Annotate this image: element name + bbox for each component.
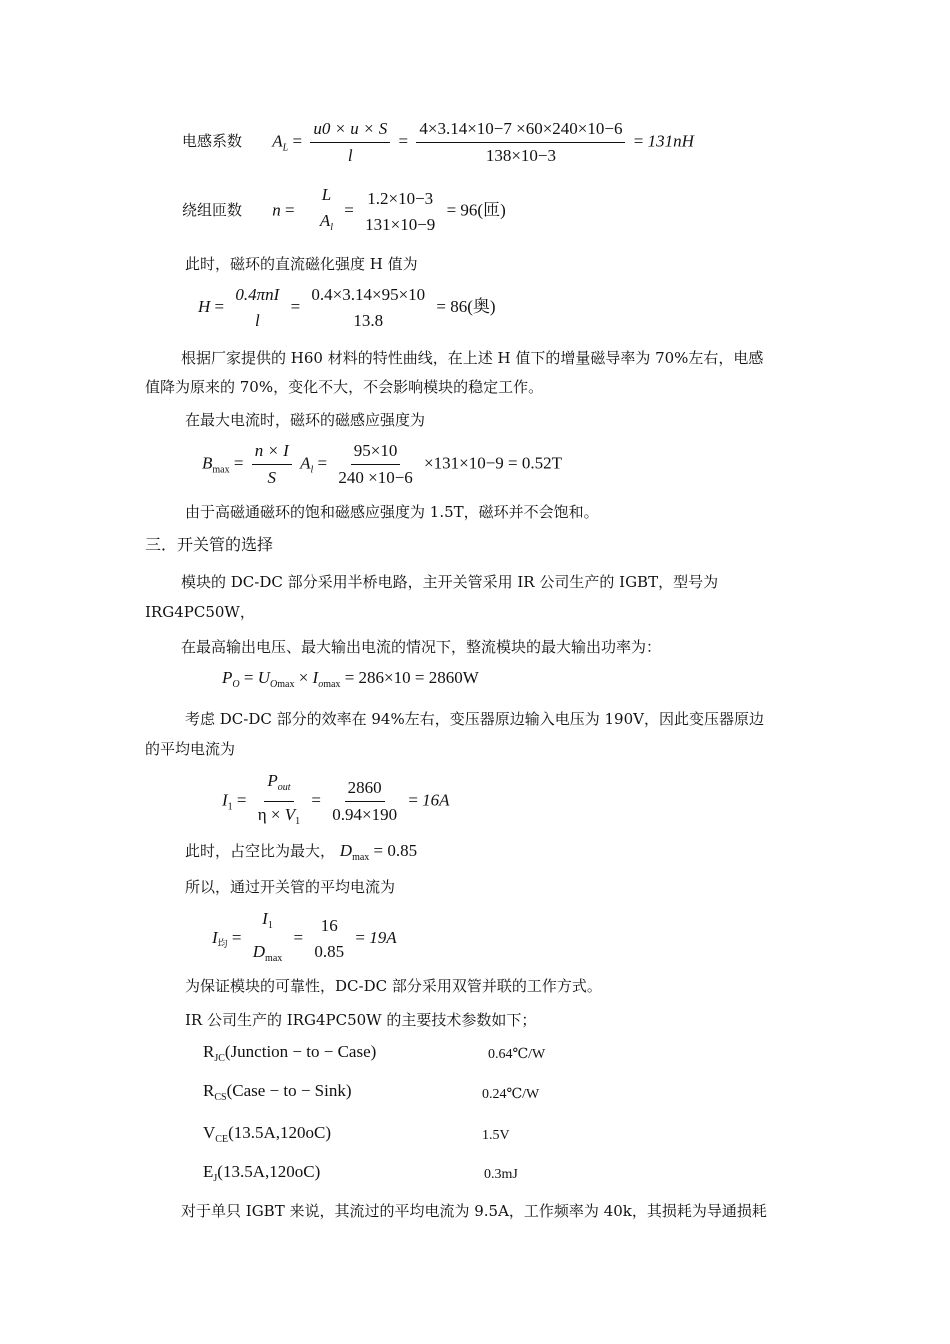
fraction-n-symbolic: L $A_l$ [319, 185, 334, 233]
fraction-h-numeric: 0.4×3.14×95×10 13.8 [311, 285, 426, 330]
param-vce-value: 1.5V [482, 1128, 510, 1143]
param-ej-value: 0.3mJ [484, 1167, 518, 1182]
paragraph-permeability-2: 值降为原来的 70%，变化不大，不会影响模块的稳定工作。 [145, 378, 544, 396]
paragraph-efficiency-1: 考虑 DC-DC 部分的效率在 94%左右，变压器原边输入电压为 190V，因此变压器原边 [185, 710, 764, 728]
n-result: 96(匝) [460, 200, 506, 220]
param-ej: $E_J(13.5A,120oC)$ [203, 1162, 321, 1184]
formula-winding-turns: 绕组匝数 n = L $A_l$ = 1.2×10−3 131×10−9 = 96(匝) [182, 184, 506, 239]
fraction-i1-numeric: $\frac{2860}{0.94\times 190}$ [332, 778, 398, 824]
formula-flux-density: $B_{max}$ = $\frac{n \times I}{S}$ $A_l$ = $\frac{95\times 10}{240 \times 10-6}$ ×131×10−9 = 0.52T [202, 441, 563, 487]
duty-intro-text: 此时，占空比为最大， [185, 842, 336, 860]
formula-inductance-coefficient: 电感系数 $A_L$ = $\frac{u0 \times u \times S}{l}$ = $\frac{4\times 3.14\times 10-7 \times 60\times 240\times 10-6}{138\times 10-3}$ = 131nH [182, 119, 694, 165]
paragraph-bmax-intro: 在最大电流时，磁环的磁感应强度为 [185, 411, 426, 429]
al-result: 131nH [647, 131, 694, 151]
paragraph-loss-1: 对于单只 IGBT 来说，其流过的平均电流为 9.5A，工作频率为 40k，其损耗为导通损耗 [181, 1202, 767, 1220]
fraction-b-symbolic: $\frac{n \times I}{S}$ [252, 440, 292, 489]
paragraph-params-intro: IR 公司生产的 IRG4PC50W 的主要技术参数如下； [185, 1011, 537, 1029]
param-rcs: $R_{CS}(Case$ − to − Sink) [203, 1081, 352, 1103]
param-vce: $V_{CE}(13.5A,120oC)$ [203, 1123, 332, 1145]
fraction-iavg-numeric: 16 0.85 [314, 916, 345, 961]
label-turns: 绕组匝数 [182, 201, 243, 220]
fraction-b-numeric: $\frac{95\times 10}{240 \times 10-6}$ [338, 441, 413, 487]
paragraph-saturation-note: 由于高磁通磁环的饱和磁感应强度为 1.5T，磁环并不会饱和。 [185, 503, 599, 521]
paragraph-dcdc-2: IRG4PC50W， [145, 603, 255, 621]
paragraph-h-intro: 此时，磁环的直流磁化强度 H 值为 [185, 255, 418, 273]
section-heading-switch: 三．开关管的选择 [145, 535, 274, 554]
fraction-n-numeric: 1.2×10−3 131×10−9 [365, 188, 436, 234]
paragraph-avg-intro: 所以，通过开关管的平均电流为 [185, 878, 396, 896]
power-result: = 286×10 = 2860W [344, 668, 479, 687]
paragraph-duty [185, 836, 810, 872]
fraction-iavg-symbolic: $I_1$ $D_{max}$ [252, 909, 283, 964]
paragraph-permeability-1: 根据厂家提供的 H60 材料的特性曲线，在上述 H 值下的增量磁导率为 70%左右，电感 [181, 349, 764, 367]
param-rjc: $R_{JC}(Junction$ − to − Case) [203, 1042, 377, 1064]
h-result: 86(奥) [450, 296, 496, 316]
paragraph-dcdc-1: 模块的 DC-DC 部分采用半桥电路，主开关管采用 IR 公司生产的 IGBT，型号为 [181, 573, 719, 591]
fraction-h-symbolic: 0.4πnI l [235, 285, 280, 330]
label-inductance: 电感系数 [182, 132, 243, 151]
i1-result: 16A [422, 790, 450, 810]
formula-primary-current: $I_1$ = $\frac{P_{out}}{\eta \times V_1}$ = $\frac{2860}{0.94\times 190}$ = 16A [222, 770, 450, 833]
iavg-result: 19A [369, 927, 397, 947]
formula-output-power: $P_O = U_{Omax} \times I_{omax} = 286\times 10 = 2860W$ [222, 668, 479, 690]
paragraph-efficiency-2: 的平均电流为 [145, 740, 236, 758]
b-result: ×131×10−9 = 0.52T [424, 453, 563, 473]
formula-magnetizing-force: H = 0.4πnI l = 0.4×3.14×95×10 13.8 = 86(奥) [198, 285, 496, 330]
fraction-i1-symbolic: $\frac{P_{out}}{\eta \times V_1}$ [257, 771, 301, 827]
fraction-al-numeric: $\frac{4\times 3.14\times 10-7 \times 60\times 240\times 10-6}{138\times 10-3}$ [416, 118, 625, 167]
fraction-al-symbolic: $\frac{u0 \times u \times S}{l}$ [310, 118, 390, 167]
param-rcs-value: 0.24℃/W [482, 1087, 540, 1102]
paragraph-power-intro: 在最高输出电压、最大输出电流的情况下，整流模块的最大输出功率为： [181, 638, 662, 656]
formula-average-current: $I_均$ = $I_1$ $D_{max}$ = 16 0.85 = 19A [212, 908, 397, 970]
param-rjc-value: 0.64℃/W [488, 1047, 546, 1062]
formula-dmax: $D_{max} = 0.85$ [339, 841, 418, 863]
paragraph-parallel-note: 为保证模块的可靠性，DC-DC 部分采用双管并联的工作方式。 [185, 977, 602, 995]
